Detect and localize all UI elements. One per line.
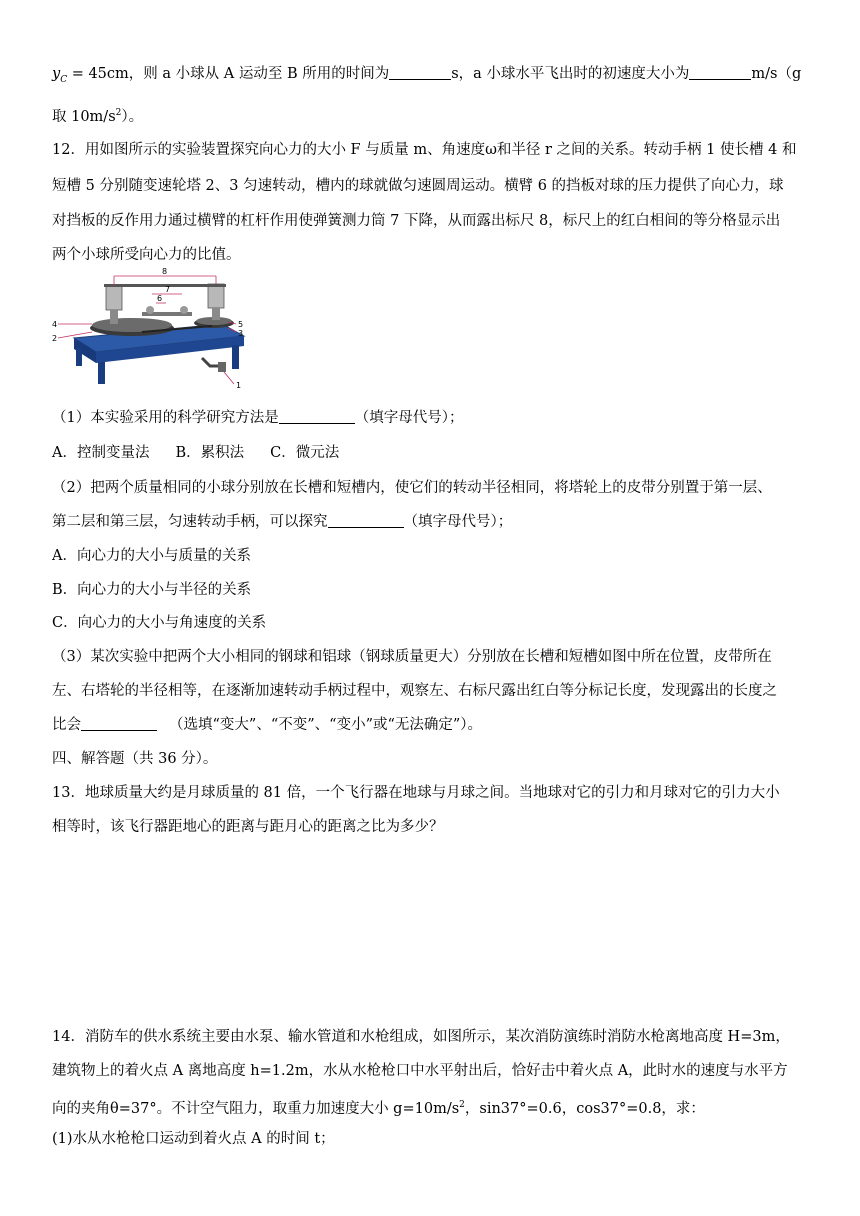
apparatus-leg <box>232 345 239 369</box>
leader-1 <box>224 372 234 384</box>
answer-blank-q12-2[interactable] <box>328 513 404 528</box>
q13-line2: 相等时，该飞行器距地心的距离与距月心的距离之比为多少？ <box>52 819 444 835</box>
q12-part2-tail: （填字母代号）； <box>403 514 513 530</box>
q14-line1: 14．消防车的供水系统主要由水泵、输水管道和水枪组成，如图所示，某次消防演练时消防水枪离地高度 H=3m， <box>52 1029 790 1045</box>
answer-blank-velocity[interactable] <box>689 65 751 80</box>
q14-line3-tail: ，sin37°=0.6，cos37°=0.8，求： <box>464 1100 705 1117</box>
q13-line1: 13．地球质量大约是月球质量的 81 倍，一个飞行器在地球与月球之间。当地球对它的引力和月球对它的引力大小 <box>52 785 780 801</box>
label-5: 5 <box>238 320 244 329</box>
q12-part3-line1: （3）某次实验中把两个大小相同的钢球和铝球（钢球质量更大）分别放在长槽和短槽如图中所在位置，皮带所在 <box>52 649 772 665</box>
q11-text-b: s，a 小球水平飞出时的初速度大小为 <box>451 66 690 82</box>
q12-part2-line2 <box>52 512 512 532</box>
q12-part2-option-a: A．向心力的大小与质量的关系 <box>52 548 251 564</box>
q14-line3-text: 向的夹角θ=37°。不计空气阻力，取重力加速度大小 g=10m/s <box>52 1100 460 1117</box>
q14-line3 <box>52 1095 705 1119</box>
q11-tail-line1 <box>52 64 801 90</box>
q12-part1-text: （1）本实验采用的科学研究方法是 <box>52 410 279 426</box>
centripetal-force-apparatus-figure <box>52 266 252 394</box>
label-7: 7 <box>165 285 171 294</box>
g-value-text: 取 10m/s <box>52 108 116 125</box>
label-8: 8 <box>162 267 168 276</box>
answer-blank-q12-1[interactable] <box>279 409 355 424</box>
yc-variable: y <box>52 66 61 82</box>
q14-sup: 2 <box>459 1100 465 1110</box>
yc-subscript: C <box>60 74 68 85</box>
answer-blank-q12-3[interactable] <box>81 716 157 731</box>
label-3: 3 <box>238 329 244 338</box>
q12-part1-options <box>52 443 339 463</box>
spring-left <box>110 310 118 324</box>
q12-part3-text: 比会 <box>52 717 81 733</box>
q14-part1: (1)水从水枪枪口运动到着火点 A 的时间 t； <box>52 1131 335 1147</box>
q12-part3-line2: 左、右塔轮的半径相等，在逐渐加速转动手柄过程中，观察左、右标尺露出红白等分标记长度，发现露出的长度之 <box>52 683 777 699</box>
q12-part2-line1: （2）把两个质量相同的小球分别放在长槽和短槽内，使它们的转动半径相同，将塔轮上的皮带分别置于第一层、 <box>52 480 772 496</box>
label-6: 6 <box>157 294 163 303</box>
q12-part3-line3 <box>52 715 482 735</box>
q12-line2: 短槽 5 分别随变速轮塔 2、3 匀速转动，槽内的球就做匀速圆周运动。横臂 6 的挡板对球的压力提供了向心力，球 <box>52 178 784 194</box>
spring-cylinder-left <box>106 286 122 310</box>
g-end: ）。 <box>121 108 144 125</box>
q11-tail-line2 <box>52 103 143 127</box>
q14-line2: 建筑物上的着火点 A 离地高度 h=1.2m，水从水枪枪口中水平射出后，恰好击中着火点 A，此时水的速度与水平方 <box>52 1063 788 1079</box>
option-c: C．微元法 <box>270 445 340 461</box>
ball-left <box>146 306 154 314</box>
handle-1 <box>202 358 220 366</box>
option-a: A．控制变量法 <box>52 445 150 461</box>
answer-blank-time[interactable] <box>389 65 451 80</box>
label-2: 2 <box>52 334 58 343</box>
option-b: B．累积法 <box>175 445 245 461</box>
q12-part1-tail: （填字母代号）； <box>354 410 464 426</box>
q12-line4: 两个小球所受向心力的比值。 <box>52 247 241 263</box>
handle-grip <box>218 362 226 372</box>
label-1: 1 <box>236 381 242 390</box>
q12-line3: 对挡板的反作用力通过横臂的杠杆作用使弹簧测力筒 7 下降，从而露出标尺 8，标尺上的红白相间的等分格显示出 <box>52 213 781 229</box>
g-sup: 2 <box>115 108 122 118</box>
q11-text-a: = 45cm，则 a 小球从 A 运动至 B 所用的时间为 <box>67 66 390 82</box>
q11-text-c: m/s（g <box>751 66 802 82</box>
q12-part3-tail: （选填“变大”、“不变”、“变小”或“无法确定”）。 <box>169 717 483 733</box>
spring-cylinder-right <box>208 284 224 308</box>
q12-part2-option-b: B．向心力的大小与半径的关系 <box>52 582 252 598</box>
apparatus-leg <box>76 348 82 366</box>
label-4: 4 <box>52 320 58 329</box>
q12-part2-text: 第二层和第三层，匀速转动手柄，可以探究 <box>52 514 328 530</box>
apparatus-leg <box>98 362 105 384</box>
q12-line1: 12．用如图所示的实验装置探究向心力的大小 F 与质量 m、角速度ω和半径 r 之间的关系。转动手柄 1 使长槽 4 和 <box>52 142 797 158</box>
q12-part1 <box>52 408 463 428</box>
spring-right <box>212 308 220 320</box>
q12-part2-option-c: C．向心力的大小与角速度的关系 <box>52 615 267 631</box>
section-4-heading: 四、解答题（共 36 分）。 <box>52 751 218 767</box>
ball-right <box>180 306 188 314</box>
